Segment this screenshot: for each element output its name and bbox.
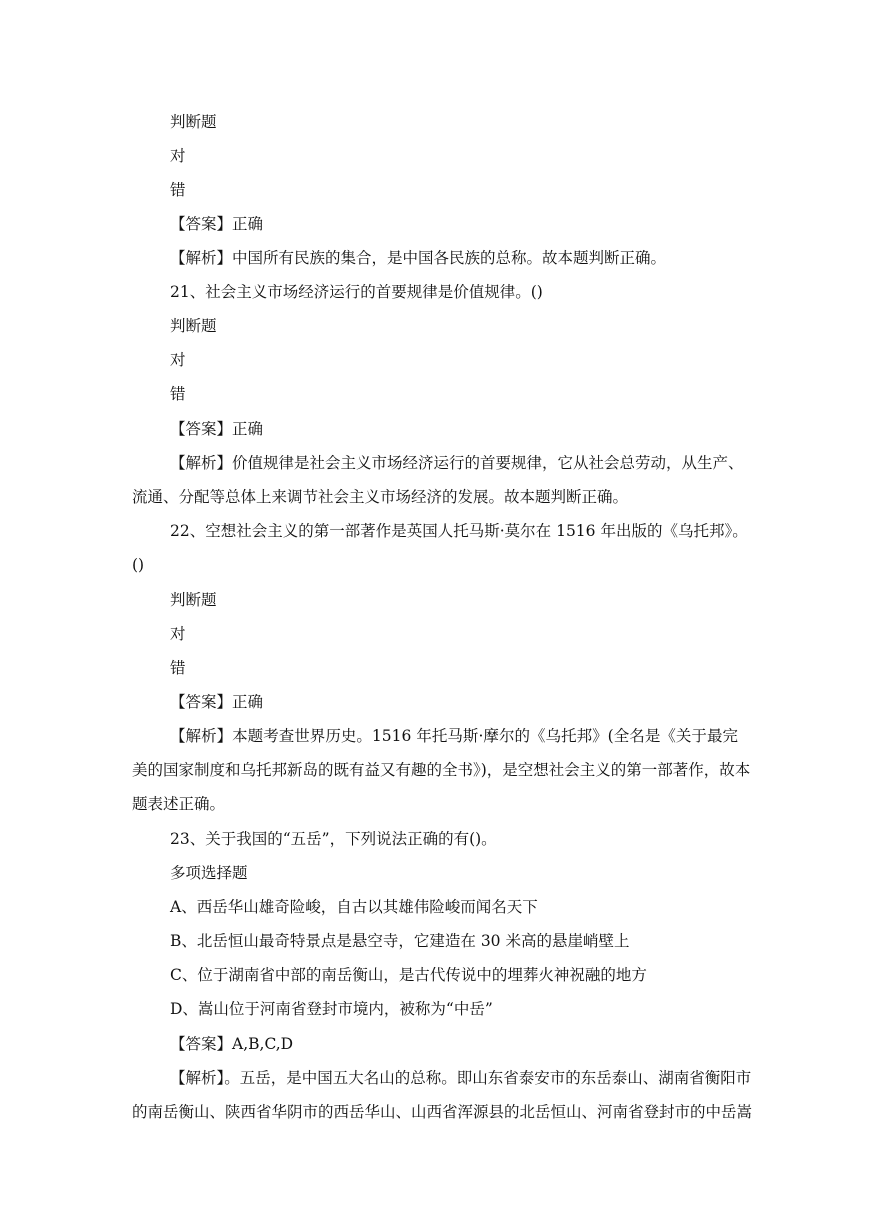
question-type-label: 判断题	[170, 113, 217, 131]
question-23: 23、关于我国的“五岳”，下列说法正确的有()。	[170, 830, 497, 848]
explanation-line: 题表述正确。	[132, 795, 226, 813]
option-d: D、嵩山位于河南省登封市境内，被称为“中岳”	[170, 1000, 493, 1018]
option-false: 错	[170, 385, 186, 403]
explanation-line: 流通、分配等总体上来调节社会主义市场经济的发展。故本题判断正确。	[132, 488, 629, 506]
option-false: 错	[170, 659, 186, 677]
question-type-label: 多项选择题	[170, 864, 248, 882]
question-21: 21、社会主义市场经济运行的首要规律是价值规律。()	[170, 283, 543, 301]
answer-line: 【答案】正确	[170, 420, 264, 438]
option-false: 错	[170, 181, 186, 199]
option-b: B、北岳恒山最奇特景点是悬空寺，它建造在 30 米高的悬崖峭壁上	[170, 932, 630, 950]
question-22-continued: ()	[132, 556, 145, 574]
answer-line: 【答案】正确	[170, 693, 264, 711]
option-true: 对	[170, 351, 186, 369]
explanation-line: 【解析】中国所有民族的集合，是中国各民族的总称。故本题判断正确。	[170, 249, 667, 267]
option-true: 对	[170, 147, 186, 165]
explanation-line: 的南岳衡山、陕西省华阴市的西岳华山、山西省浑源县的北岳恒山、河南省登封市的中岳嵩	[132, 1103, 753, 1121]
explanation-line: 【解析】价值规律是社会主义市场经济运行的首要规律，它从社会总劳动，从生产、	[170, 454, 744, 472]
answer-line: 【答案】正确	[170, 215, 264, 233]
explanation-line: 【解析】本题考查世界历史。1516 年托马斯·摩尔的《乌托邦》(全名是《关于最完	[170, 727, 738, 745]
question-22: 22、空想社会主义的第一部著作是英国人托马斯·莫尔在 1516 年出版的《乌托邦》。	[170, 522, 748, 540]
question-type-label: 判断题	[170, 591, 217, 609]
answer-line: 【答案】A,B,C,D	[170, 1035, 294, 1053]
explanation-line: 美的国家制度和乌托邦新岛的既有益又有趣的全书》)，是空想社会主义的第一部著作，故本	[132, 761, 751, 779]
explanation-line: 【解析】。五岳，是中国五大名山的总称。即山东省泰安市的东岳泰山、湖南省衡阳市	[170, 1069, 752, 1087]
option-true: 对	[170, 625, 186, 643]
option-c: C、位于湖南省中部的南岳衡山，是古代传说中的埋葬火神祝融的地方	[170, 966, 647, 984]
question-type-label: 判断题	[170, 317, 217, 335]
option-a: A、西岳华山雄奇险峻，自古以其雄伟险峻而闻名天下	[170, 898, 538, 916]
